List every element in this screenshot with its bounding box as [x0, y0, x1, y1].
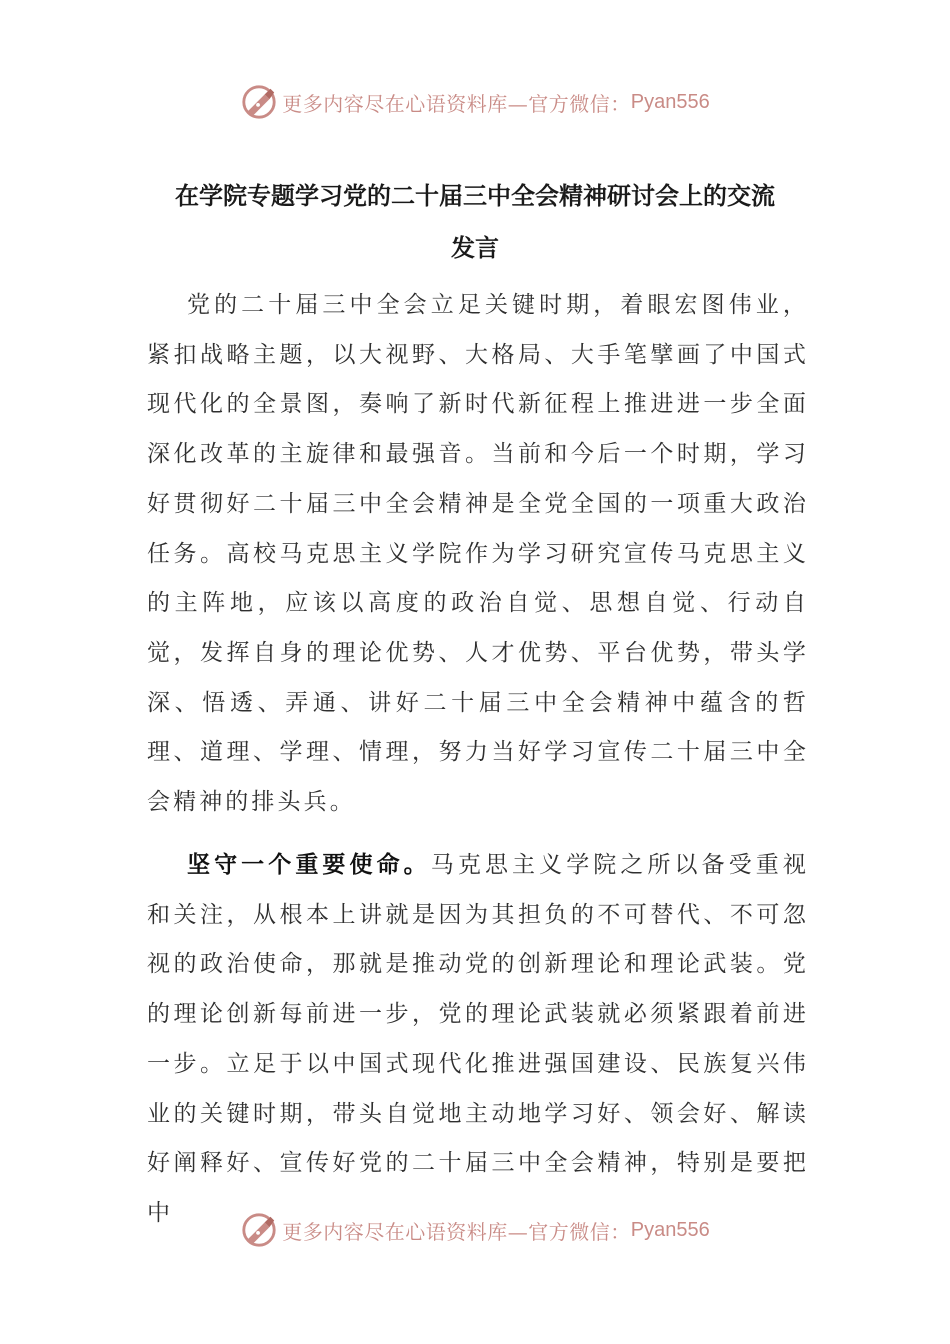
watermark-text: 更多内容尽在心语资料库—官方微信：: [282, 91, 631, 116]
paragraph-lead-heading: 坚守一个重要使命。: [187, 852, 431, 878]
pen-nib-icon: [240, 1211, 278, 1249]
paragraph-mission: [147, 841, 809, 1239]
footer-watermark: [0, 1208, 950, 1252]
watermark-text: 更多内容尽在心语资料库—官方微信：: [282, 1219, 631, 1244]
document-title-line1: 在学院专题学习党的二十届三中全会精神研讨会上的交流: [175, 182, 775, 210]
header-watermark: [0, 80, 950, 124]
document-title-line2: 发言: [451, 234, 499, 262]
paragraph-mission-body: 马克思主义学院之所以备受重视和关注，从根本上讲就是因为其担负的不可替代、不可忽视的政治使命，那就是推动党的创新理论和理论武装。党的理论创新每前进一步，党的理论武装就必须紧跟着前进一步。立足于以中国式现代化推进强国建设、民族复兴伟业的关键时期，带头自觉地主动地学习好、领会好、解读好阐释好、宣传好党的二十届三中全会精神，特别是要把中: [147, 852, 809, 1226]
watermark-wechat-id: Pyan556: [630, 1218, 710, 1241]
watermark-wechat-id: Pyan556: [630, 90, 710, 113]
paragraph-intro: 党的二十届三中全会立足关键时期，着眼宏图伟业，紧扣战略主题，以大视野、大格局、大手笔擘画了中国式现代化的全景图，奏响了新时代新征程上推进进一步全面深化改革的主旋律和最强音。当前和今后一个时期，学习好贯彻好二十届三中全会精神是全党全国的一项重大政治任务。高校马克思主义学院作为学习研究宣传马克思主义的主阵地，应该以高度的政治自觉、思想自觉、行动自觉，发挥自身的理论优势、人才优势、平台优势，带头学深、悟透、弄通、讲好二十届三中全会精神中蕴含的哲理、道理、学理、情理，努力当好学习宣传二十届三中全会精神的排头兵。: [147, 292, 809, 816]
pen-nib-icon: [240, 83, 278, 121]
